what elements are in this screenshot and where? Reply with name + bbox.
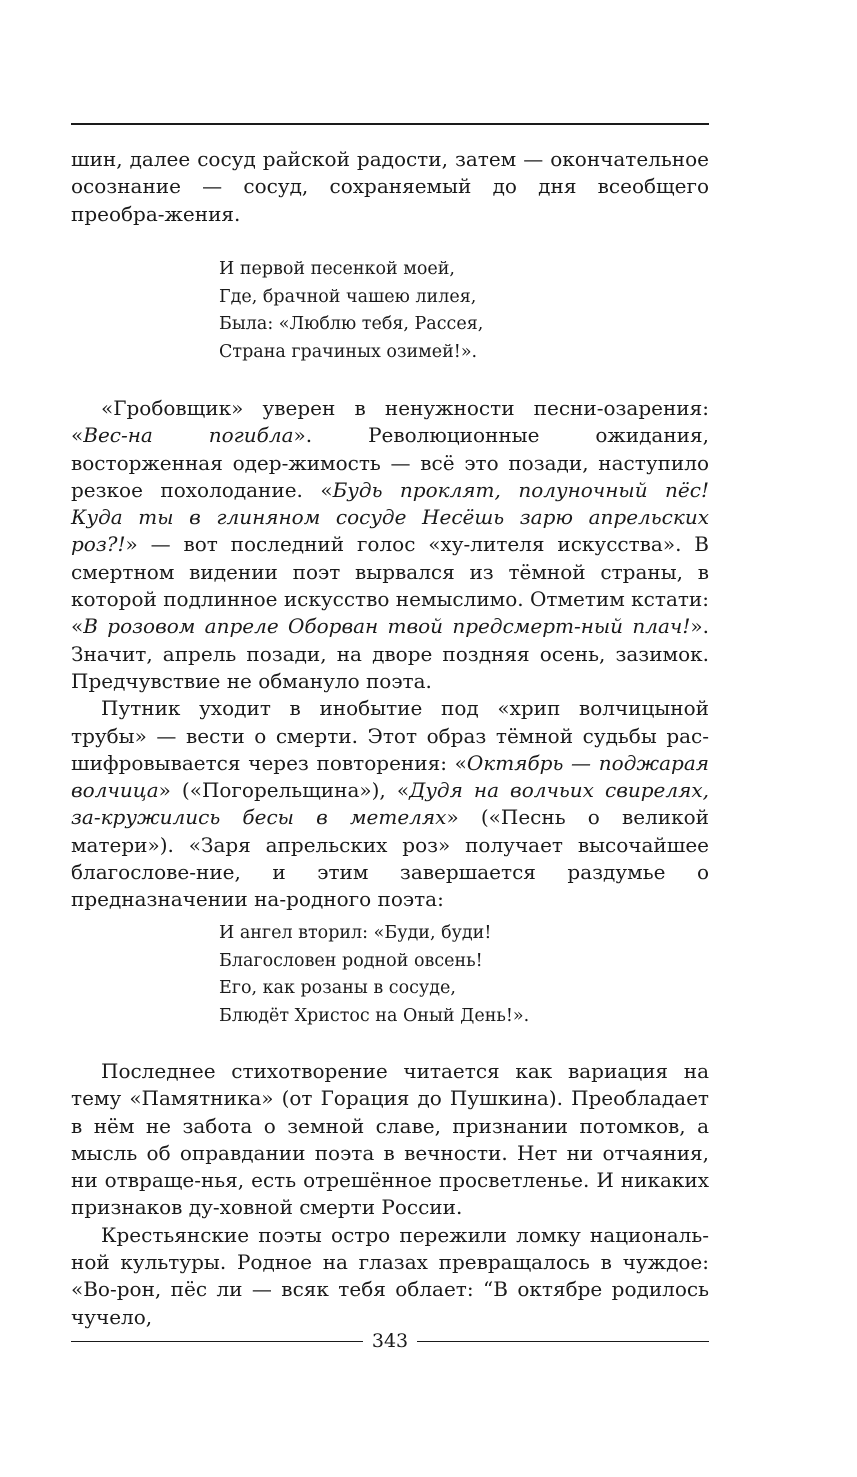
poem-line: Где, брачной чашею лилея,: [219, 286, 477, 307]
paragraph-text: ». Революционные ожидания, восторженная одер-жимость — всё это позади, наступило резкое похолодание. «: [71, 423, 709, 502]
paragraph-text: » — вот последний голос «ху-лителя искусства». В смертном видении поэт вырвался из тёмной страны, в которой подлинное искусство немыслимо. Отметим кстати: «: [71, 532, 709, 639]
header-rule: [71, 123, 709, 125]
footer-rule-left: [71, 1341, 363, 1342]
paragraph-text: «Гробовщик» уверен в ненужности песни-озарения: «: [71, 396, 709, 448]
body-paragraphs-2: [71, 1058, 709, 1331]
italic-quote: Октябрь — поджарая волчица: [71, 750, 709, 803]
italic-quote: В розовом апреле Оборван твой предсмерт-ный плач!: [83, 614, 691, 639]
page-number: 343: [371, 1330, 409, 1352]
italic-quote: Вес-на погибла: [83, 423, 294, 448]
paragraph-wanderer: [71, 695, 709, 913]
poem-line: И ангел вторил: «Буди, буди!: [219, 923, 492, 943]
paragraph-peasant-poets: Крестьянские поэты остро пережили ломку националь-ной культуры. Родное на глазах превращалось в чуждое: «Во-рон, пёс ли — всяк тебя облает: “В октябре родилось чучело,: [71, 1222, 709, 1329]
paragraph-text: ». Значит, апрель позади, на дворе поздняя осень, зазимок. Предчувствие не обмануло поэта.: [71, 614, 709, 693]
poem-line: Блюдёт Христос на Оный День!».: [219, 1005, 530, 1026]
italic-quote: Дудя на волчьих свирелях, за-кружились бесы в метелях: [71, 778, 709, 830]
poem-quote-2: [219, 920, 699, 1030]
paragraph-text: Путник уходит в инобытие под «хрип волчицыной трубы» — вести о смерти. Этот образ тёмной судьбы рас-шифровывается через повторения: «: [71, 696, 709, 775]
footer-rule-right: [417, 1341, 709, 1342]
poem-line: Была: «Люблю тебя, Рассея,: [219, 314, 484, 335]
paragraph-last-poem: Последнее стихотворение читается как вариация на тему «Памятника» (от Горация до Пушкина). Преобладает в нём не забота о земной славе, признании потомков, а мысль об оправдании поэта в вечности. Нет ни отчаяния, ни отвраще-нья, есть отрешённое просветленье. И никаких признаков ду-ховной смерти России.: [71, 1059, 709, 1220]
italic-quote: Будь проклят, полуночный пёс! Куда ты в глиняном сосуде Несёшь зарю апрельских роз?!: [71, 477, 709, 557]
paragraph-text: » («Погорельщина»), «: [158, 778, 410, 803]
poem-line: Благословен родной овсень!: [219, 950, 483, 971]
body-paragraphs-1: [71, 395, 709, 914]
poem-line: Его, как розаны в сосуде,: [219, 978, 456, 999]
paragraph-text: » («Песнь о великой матери»). «Заря апрельских роз» получает высочайшее благослове-ние, и этим завершается раздумье о предназначении на-родного поэта:: [71, 805, 710, 912]
opening-paragraph: шин, далее сосуд райской радости, затем — окончательное осознание — сосуд, сохраняемый до дня всеобщего преобра-жения.: [71, 147, 709, 226]
poem-quote-1: [219, 256, 699, 366]
opening-paragraph-block: [71, 146, 709, 228]
paragraph-gravedigger: [71, 395, 709, 695]
page-footer: [71, 1328, 709, 1354]
poem-line: И первой песенкой моей,: [219, 259, 455, 279]
poem-line: Страна грачиных озимей!».: [219, 341, 478, 362]
